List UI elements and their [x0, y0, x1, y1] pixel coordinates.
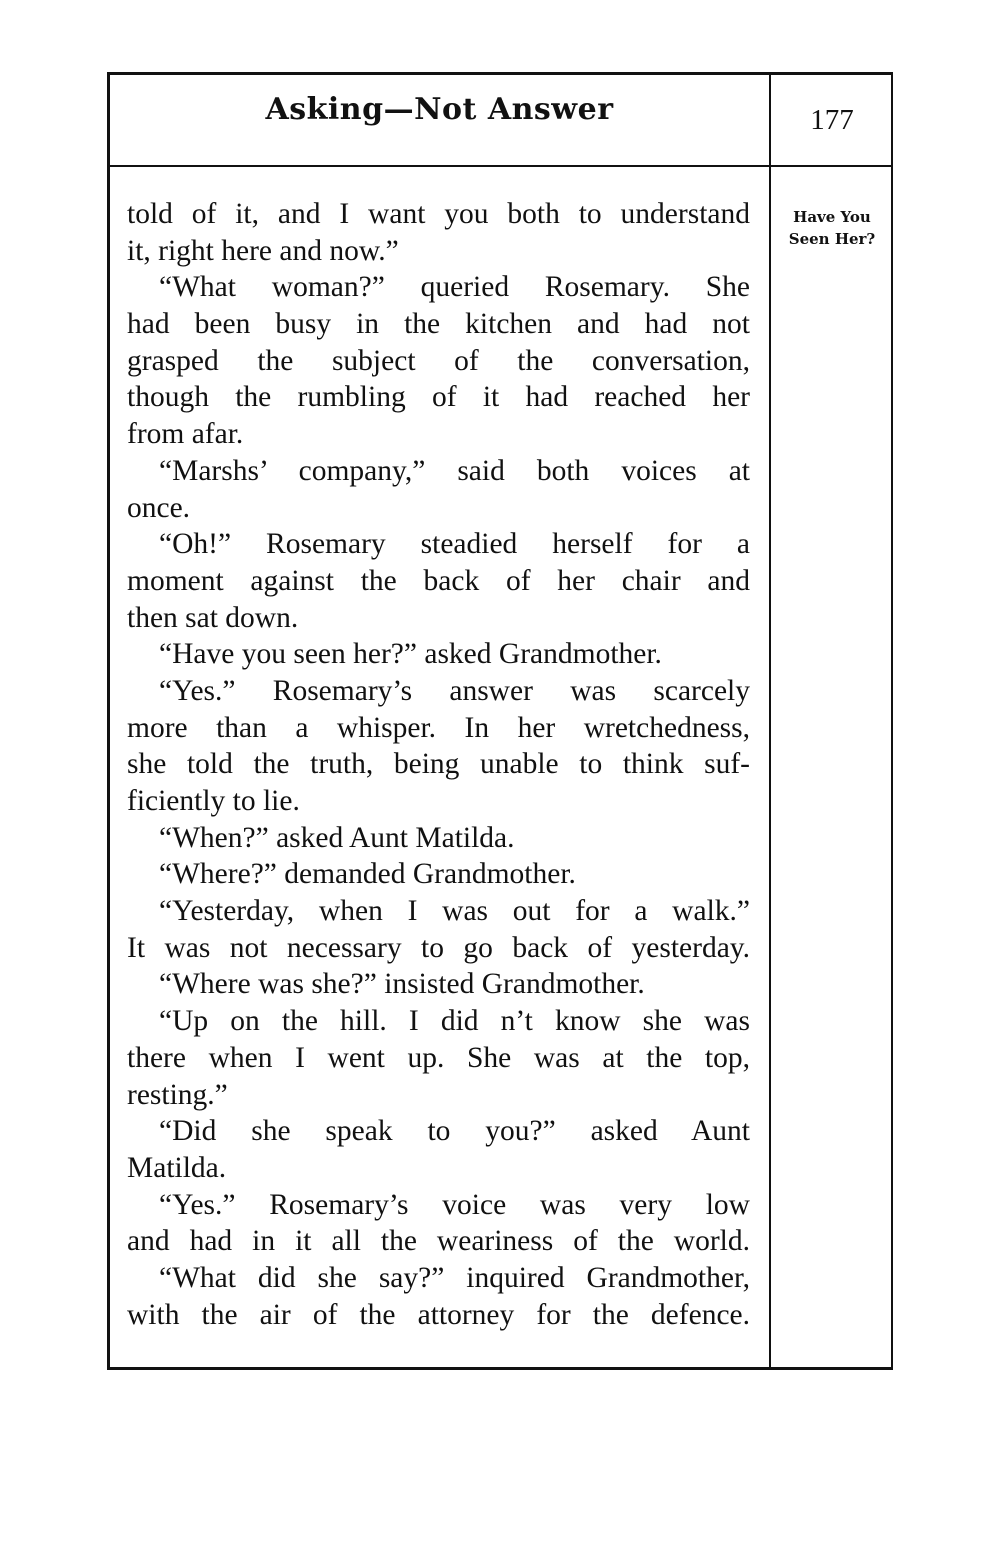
text-line: “What woman?” queried Rosemary. She	[159, 271, 750, 304]
body-text	[127, 196, 750, 1333]
text-line: though the rumbling of it had reached her	[127, 381, 750, 414]
running-title: Asking—Not Answer	[265, 92, 614, 127]
text-line: It was not necessary to go back of yesterday.	[127, 931, 750, 964]
text-line: “Oh!” Rosemary steadied herself for a	[159, 528, 750, 561]
text-line: from afar.	[127, 418, 244, 451]
text-line: ficiently to lie.	[127, 785, 300, 817]
text-line: and had in it all the weariness of the world.	[127, 1225, 750, 1258]
text-line: moment against the back of her chair and	[127, 564, 750, 597]
text-line: grasped the subject of the conversation,	[127, 344, 750, 377]
text-line: told of it, and I want you both to understand	[127, 198, 750, 230]
text-line: then sat down.	[127, 601, 299, 634]
text-line: “Did she speak to you?” asked Aunt	[159, 1115, 750, 1148]
text-line: more than a whisper. In her wretchedness,	[127, 711, 750, 744]
text-line: “When?” asked Aunt Matilda.	[159, 821, 515, 854]
page-number: 177	[810, 104, 854, 136]
margin-note-line: Have You	[793, 208, 871, 226]
text-line: “Yes.” Rosemary’s voice was very low	[159, 1188, 750, 1221]
text-line: it, right here and now.”	[127, 234, 399, 267]
text-line: “What did she say?” inquired Grandmother,	[159, 1261, 750, 1294]
text-line: “Where was she?” insisted Grandmother.	[159, 968, 645, 1001]
margin-note-line: Seen Her?	[788, 230, 876, 248]
text-line: “Marshs’ company,” said both voices at	[159, 454, 750, 487]
header-divider	[107, 165, 893, 167]
text-line: she told the truth, being unable to think suf-	[127, 748, 750, 781]
text-line: Matilda.	[127, 1151, 227, 1184]
text-line: there when I went up. She was at the top,	[127, 1041, 750, 1074]
text-line: “Up on the hill. I did n’t know she was	[159, 1005, 750, 1038]
text-line: once.	[127, 491, 191, 524]
text-line: “Yesterday, when I was out for a walk.”	[159, 895, 750, 928]
text-line: “Yes.” Rosemary’s answer was scarcely	[159, 674, 750, 707]
text-line: “Have you seen her?” asked Grandmother.	[159, 638, 662, 671]
text-line: with the air of the attorney for the defence.	[127, 1298, 750, 1331]
text-line: resting.”	[127, 1078, 228, 1111]
margin-note	[776, 206, 888, 250]
text-line: had been busy in the kitchen and had not	[127, 308, 750, 341]
margin-divider	[769, 72, 771, 1370]
text-line: “Where?” demanded Grandmother.	[159, 858, 576, 891]
